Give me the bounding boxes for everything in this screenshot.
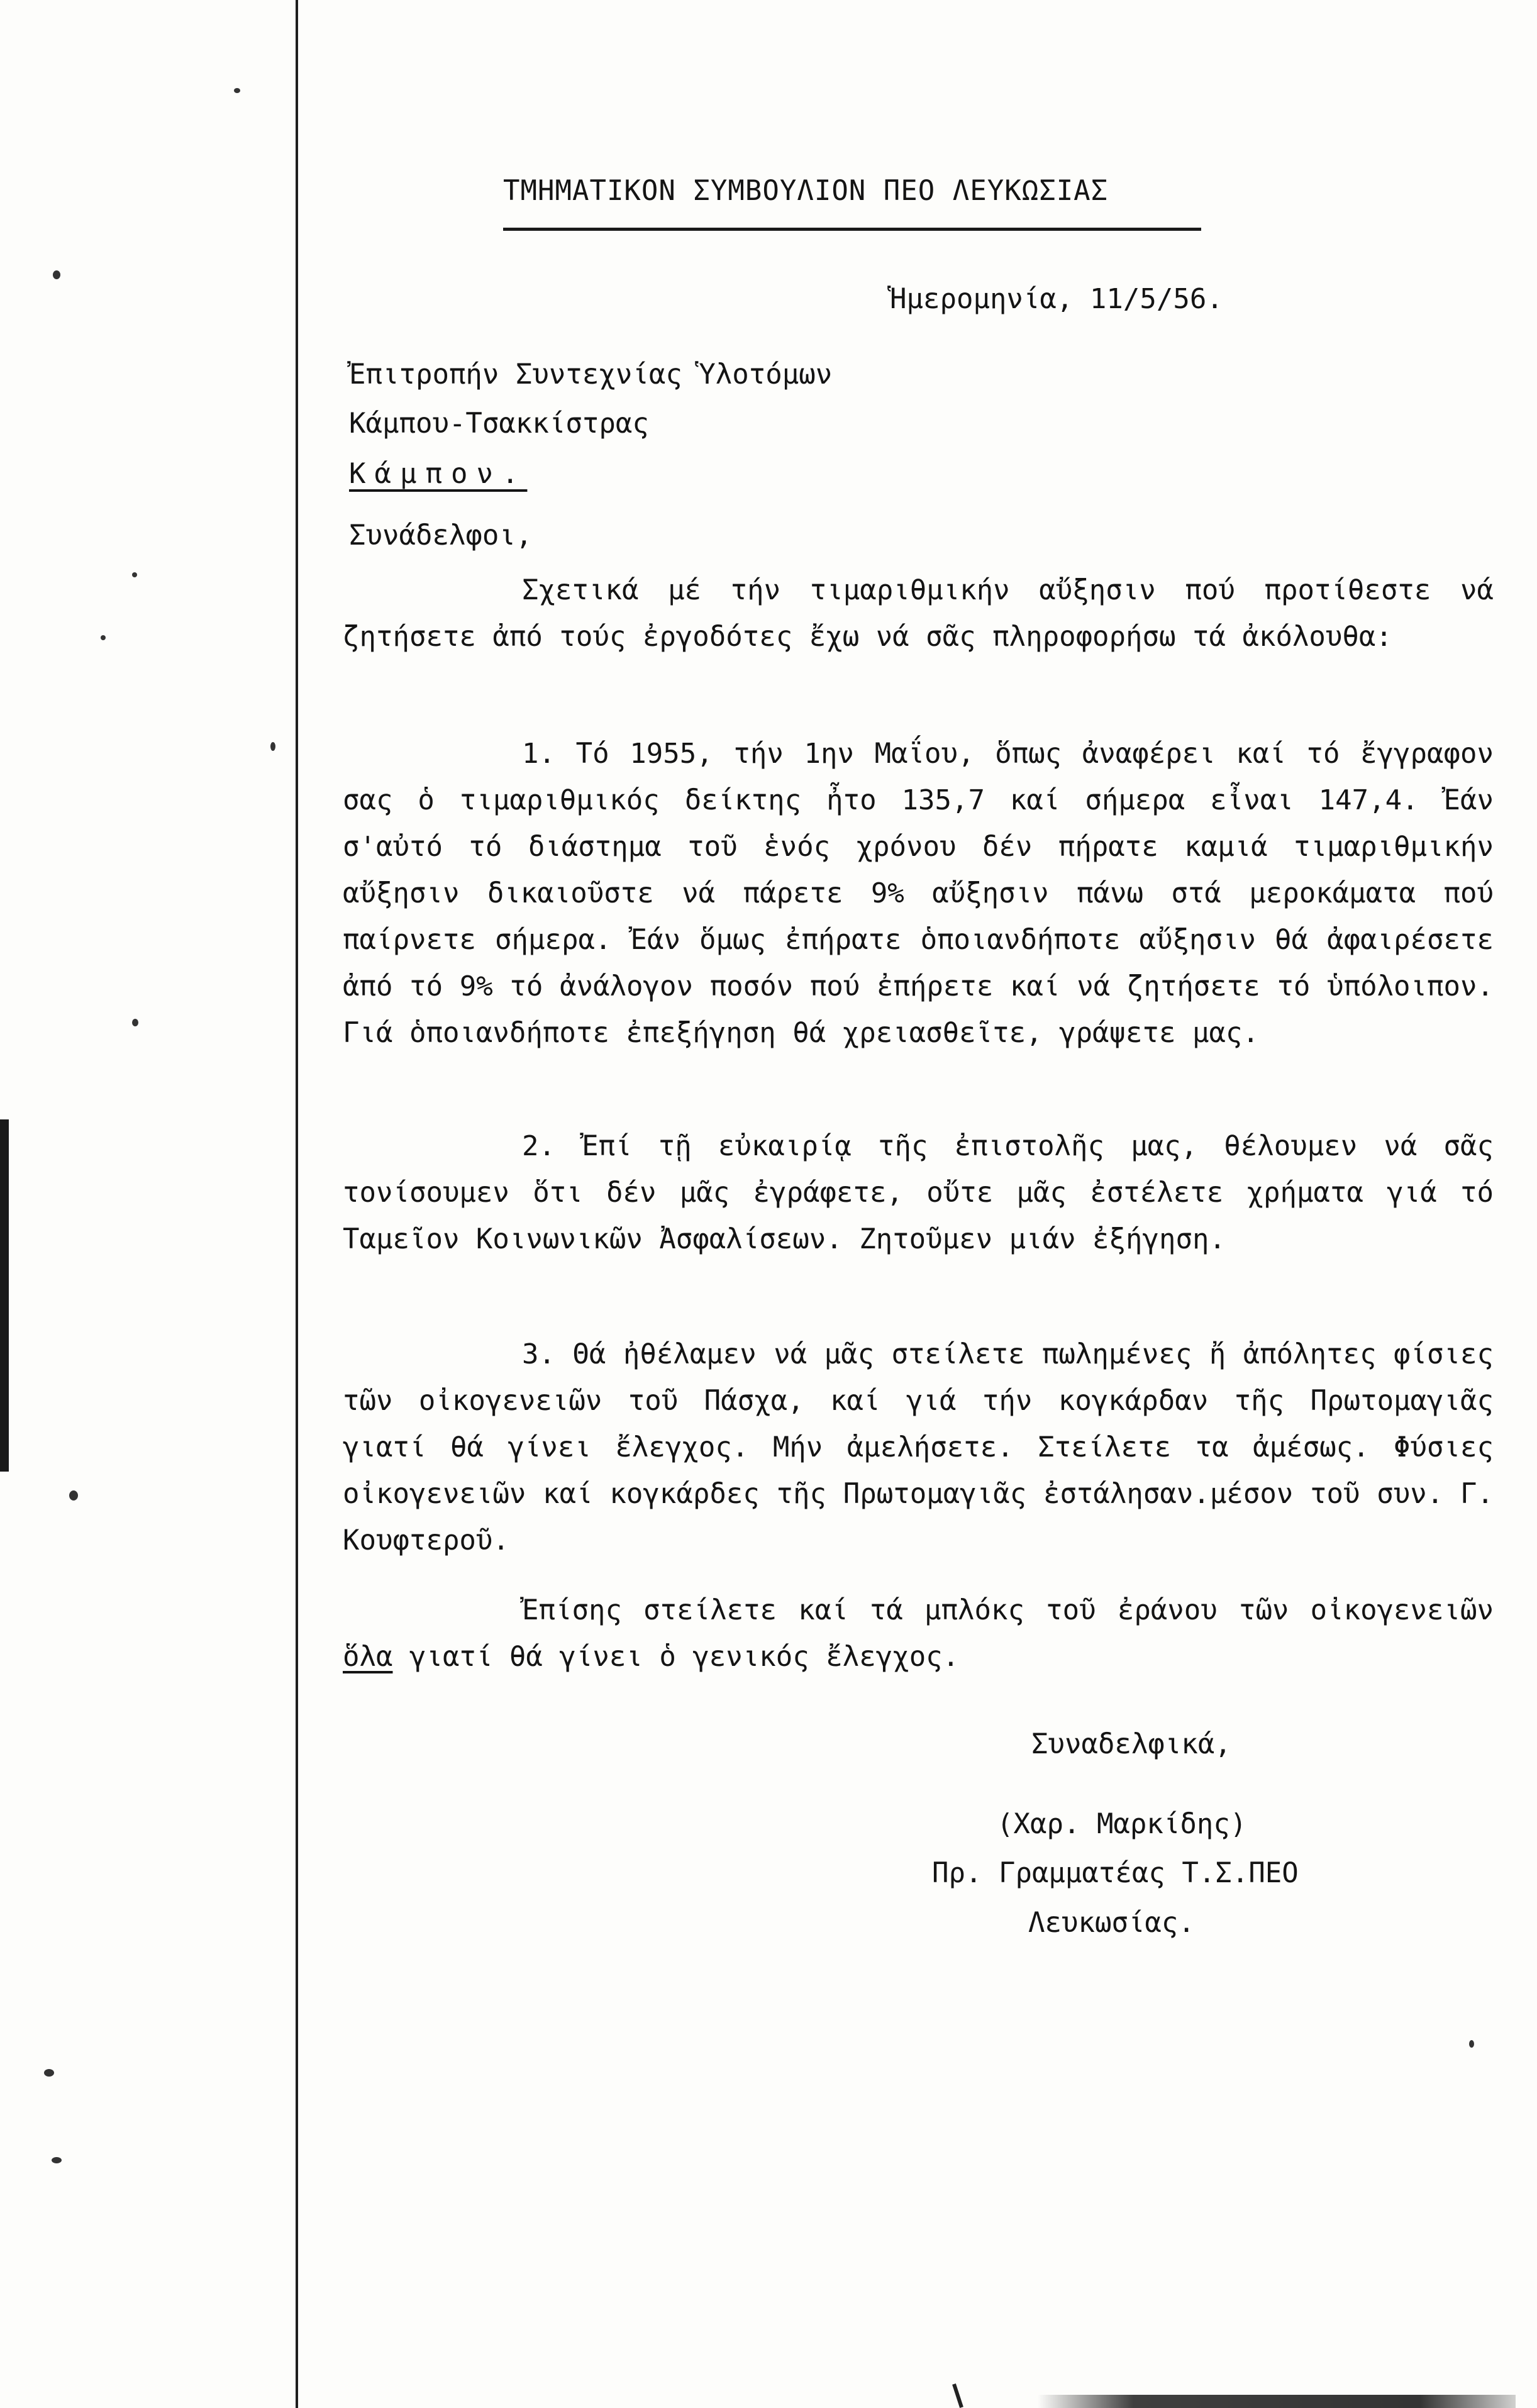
- scan-speck: [270, 742, 275, 751]
- scan-smudge: [1038, 2395, 1516, 2408]
- scan-speck: [53, 270, 60, 279]
- intro-paragraph: Σχετικά μέ τήν τιμαριθμικήν αὔξησιν πού προτίθεστε νά ζητήσετε ἀπό τούς ἐργοδότες ἔχω νά σᾶς πληροφορήσω τά ἀκόλουθα:: [343, 574, 1494, 653]
- signature-name: (Χαρ. Μαρκίδης): [997, 1808, 1247, 1840]
- greeting: Συνάδελφοι,: [349, 519, 533, 552]
- paragraph-4: [343, 1587, 1494, 1680]
- letter-heading: ΤΜΗΜΑΤΙΚΟΝ ΣΥΜΒΟΥΛΙΟΝ ΠΕΟ ΛΕΥΚΩΣΙΑΣ: [503, 175, 1109, 207]
- recipient-line-1: Ἐπιτροπήν Συντεχνίας Ὑλοτόμων: [349, 358, 833, 391]
- left-edge-scan-shadow: [0, 1119, 9, 1472]
- signature-place: Λευκωσίας.: [1028, 1907, 1195, 1939]
- letter-date: Ἡμερομηνία, 11/5/56.: [890, 283, 1223, 315]
- paragraph-4-end: γιατί θά γίνει ὁ γενικός ἔλεγχος.: [409, 1641, 960, 1673]
- heading-underline: [503, 228, 1201, 231]
- scan-speck: [132, 1019, 138, 1026]
- signature-title: Πρ. Γραμματέας Τ.Σ.ΠΕΟ: [932, 1857, 1299, 1889]
- scan-speck: [52, 2157, 62, 2163]
- scan-speck: [132, 572, 137, 577]
- scan-speck: [69, 1490, 78, 1501]
- scan-mark: [952, 2383, 963, 2408]
- scan-speck: [101, 635, 106, 640]
- paragraph-3: 3. Θά ἠθέλαμεν νά μᾶς στείλετε πωλημένες ἤ ἀπόλητες φίσιες τῶν οἰκογενειῶν τοῦ Πάσχα, καί γιά τήν κογκάρδαν τῆς Πρωτομαγιᾶς γιατί θά γίνει ἔλεγχος. Μήν ἀμελήσετε. Στείλετε τα ἀμέσως. Φύσιες οἰκογενειῶν καί κογκάρδες τῆς Πρωτομαγιᾶς ἐστάλησαν.μέσον τοῦ συν. Γ. Κουφτεροῦ.: [343, 1338, 1494, 1556]
- paragraph-4-start: Ἐπίσης στείλετε καί τά μπλόκς τοῦ ἐράνου τῶν οἰκογενειῶν: [522, 1594, 1494, 1626]
- paragraph-1: 1. Τό 1955, τήν 1ην Μαΐου, ὅπως ἀναφέρει καί τό ἔγγραφον σας ὁ τιμαριθμικός δείκτης ἦτο 135,7 καί σήμερα εἶναι 147,4. Ἐάν σ'αὐτό τό διάστημα τοῦ ἑνός χρόνου δέν πήρατε καμιά τιμαριθμικήν αὔξησιν δικαιοῦστε νά πάρετε 9% αὔξησιν πάνω στά μεροκάματα πού παίρνετε σήμερα. Ἐάν ὅμως ἐπήρατε ὁποιανδήποτε αὔξησιν θά ἀφαιρέσετε ἀπό τό 9% τό ἀνάλογον ποσόν πού ἐπήρετε καί νά ζητήσετε τό ὑπόλοιπον. Γιά ὁποιανδήποτε ἐπεξήγηση θά χρειασθεῖτε, γράψετε μας.: [343, 738, 1494, 1049]
- scan-speck: [234, 88, 240, 93]
- recipient-line-3: Κάμπον.: [349, 458, 528, 490]
- recipient-line-2: Κάμπου-Τσακκίστρας: [349, 408, 649, 440]
- margin-line: [296, 0, 298, 2408]
- scan-speck: [1469, 2040, 1474, 2048]
- closing: Συναδελφικά,: [1031, 1728, 1231, 1760]
- paragraph-2: 2. Ἐπί τῇ εὐκαιρίᾳ τῆς ἐπιστολῆς μας, θέλουμεν νά σᾶς τονίσουμεν ὅτι δέν μᾶς ἐγράφετε, οὔτε μᾶς ἐστέλετε χρήματα γιά τό Ταμεῖον Κοινωνικῶν Ἀσφαλίσεων. Ζητοῦμεν μιάν ἐξήγηση.: [343, 1130, 1494, 1255]
- scan-speck: [44, 2069, 54, 2077]
- paragraph-4-underlined-word: ὅλα: [343, 1641, 393, 1673]
